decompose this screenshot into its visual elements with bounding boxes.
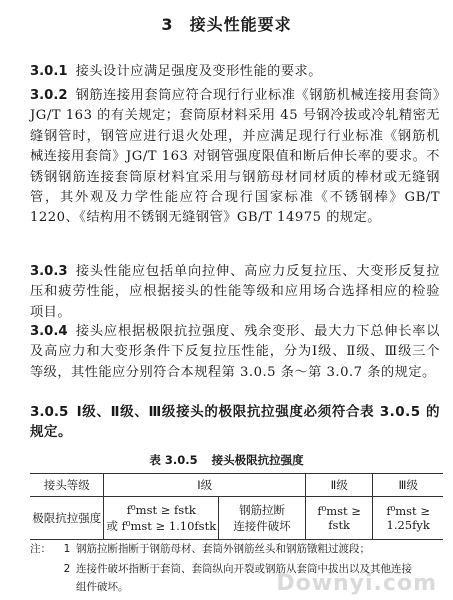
clause-number: 3.0.3 [30,264,68,279]
clause-3-0-1 [30,62,440,82]
clause-number: 3.0.1 [30,64,68,79]
grade-1-condition-2-line [106,518,216,534]
note-1 [30,540,443,558]
table-title: 接头极限抗拉强度 [211,453,304,467]
header-grade: 接头等级 [30,474,104,497]
grade-1-condition-2: f⁰mst ≥ 1.10fstk [121,519,217,533]
header-grade-1: Ⅰ级 [104,474,306,497]
clause-number: 3.0.5 [30,404,69,420]
grade-3-requirement: f⁰mst ≥ 1.25fyk [373,497,443,540]
clause-3-0-3 [30,262,440,323]
clause-text: 接头应根据极限抗拉强度、残余变形、最大力下总伸长率以及高应力和大变形条件下反复拉压性能，分为Ⅰ级、Ⅱ级、Ⅲ级三个等级，其性能应分别符合本规程第 3.0.5 条～第 3.0.7 条的规定。 [30,324,440,380]
note-text: 连接件破坏指断于套筒、套筒纵向开裂或钢筋从套筒中拔出以及其他连接 [76,563,412,575]
clause-3-0-2 [30,86,440,229]
section-title-text: 接头性能要求 [189,15,292,34]
grade-1-result-2: 连接件破坏 [233,519,291,533]
row-label: 极限抗拉强度 [30,497,104,540]
grade-1-results [219,497,306,540]
clause-number: 3.0.2 [30,88,68,103]
watermark: Downyi.com [276,571,437,596]
clause-3-0-4 [30,322,440,383]
grade-1-conditions [104,497,219,540]
note-text-continued: 组件破坏。 [76,581,129,593]
tensile-strength-table [30,473,443,540]
clause-text: 钢筋连接用套筒应符合现行行业标准《钢筋机械连接用套筒》JG/T 163 的有关规定；套筒原材料采用 45 号钢冷拔或冷轧精密无缝钢管时，钢管应进行退火处理，并应满足现行行业标准《钢筋机械连接用套筒》JG/T 163 对钢管强度限值和断后伸长率的要求。不锈钢钢筋连接套筒原材料宜采用与钢筋母材同材质的棒材或无缝钢管，其外观及力学性能应符合现行国家标准《不锈钢棒》GB/T 1220、《结构用不锈钢无缝钢管》GB/T 14975 的规定。 [30,88,440,226]
header-grade-3: Ⅲ级 [373,474,443,497]
note-number: 1 [63,543,71,555]
clause-text: Ⅰ级、Ⅱ级、Ⅲ级接头的极限抗拉强度必须符合表 3.0.5 的规定。 [30,404,440,441]
table-number: 表 3.0.5 [149,453,198,467]
grade-2-requirement: f⁰mst ≥ fstk [305,497,372,540]
grade-1-result-1: 钢筋拉断 [239,503,286,517]
clause-text: 接头设计应满足强度及变形性能的要求。 [75,64,322,79]
header-grade-2: Ⅱ级 [305,474,372,497]
section-number: 3 [161,15,174,34]
table-caption [0,452,453,468]
grade-1-condition-1: f⁰mst ≥ fstk [126,503,196,517]
table-header-row [30,474,443,497]
clause-text: 接头性能应包括单向拉伸、高应力反复拉压、大变形反复拉压和疲劳性能，应根据接头的性能等级和应用场合选择相应的检验项目。 [30,264,440,320]
clause-number: 3.0.4 [30,324,68,339]
section-title [0,12,453,35]
note-label: 注： [30,543,51,555]
table-row [30,497,443,540]
or-label: 或 [106,519,118,533]
note-text: 钢筋拉断指断于钢筋母材、套筒外钢筋丝头和钢筋镦粗过渡段； [76,543,370,555]
clause-3-0-5 [30,402,440,443]
note-number: 2 [63,563,71,575]
